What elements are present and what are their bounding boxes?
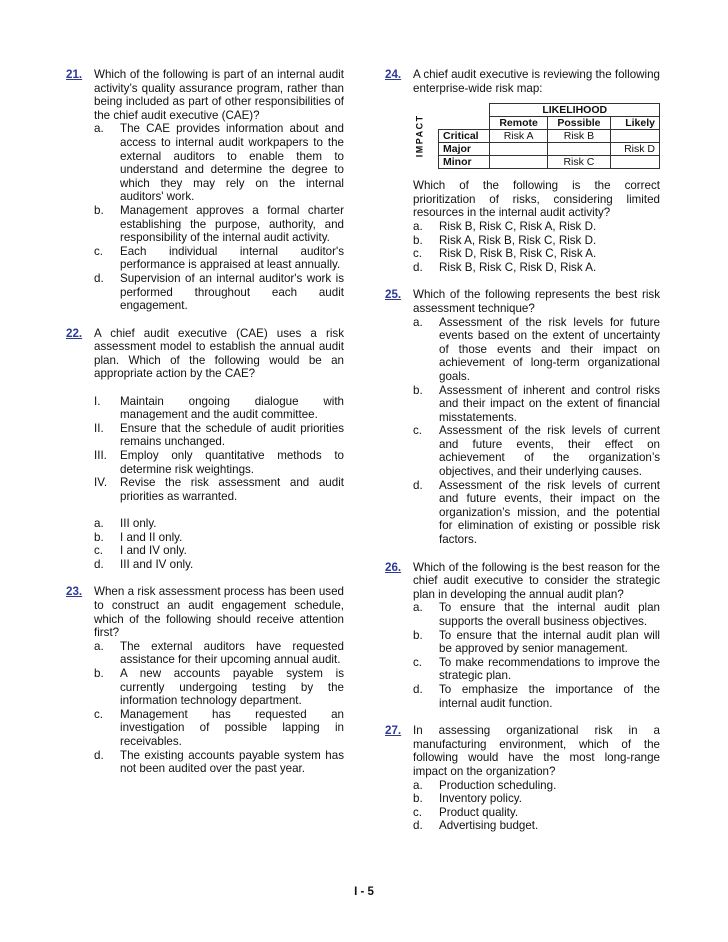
column-header-row (439, 117, 660, 130)
question-23 (66, 585, 344, 775)
option-text: To ensure that the internal audit plan supports the overall business objectives. (439, 601, 660, 628)
answer-option (94, 667, 344, 708)
question-number: 24. (385, 68, 402, 81)
answer-option (413, 601, 660, 628)
option-text: Assessment of the risk levels of current and future events, their effect on achievement of the organization’s objectives, and their underlying causes. (439, 424, 660, 479)
answer-option (94, 544, 344, 558)
option-text: To emphasize the importance of the internal audit function. (439, 682, 660, 710)
likelihood-label: LIKELIHOOD (490, 104, 660, 117)
answer-option (413, 384, 660, 425)
column-header: Likely (611, 117, 660, 130)
option-label: b. (413, 792, 423, 806)
option-label: c. (413, 655, 423, 669)
option-text: The external auditors have requested assistance for their upcoming annual audit. (120, 639, 344, 667)
option-label: b. (413, 233, 423, 247)
row-label: Critical (439, 130, 490, 143)
answer-option (413, 220, 660, 234)
column-header: Remote (490, 117, 547, 130)
roman-item (94, 422, 344, 449)
risk-row (439, 143, 660, 156)
option-text: Assessment of the risk levels for future events based on the extent of uncertainty of those events and their impact on achievement of long-term organizational goals. (439, 315, 660, 383)
option-text: Supervision of an internal auditor's work is performed throughout each audit engagement. (120, 271, 344, 313)
answer-option (413, 779, 660, 793)
risk-map-table (438, 103, 660, 169)
item-text: Maintain ongoing dialogue with management and the audit committee. (120, 394, 344, 422)
option-text: I and II only. (120, 530, 183, 544)
option-label: d. (94, 748, 104, 762)
option-text: III and IV only. (120, 557, 194, 571)
risk-cell: Risk A (490, 130, 547, 143)
question-26 (385, 561, 660, 711)
option-label: a. (413, 219, 423, 233)
answer-option (94, 558, 344, 572)
item-label: III. (94, 449, 107, 463)
option-label: b. (94, 666, 104, 680)
answer-option (413, 792, 660, 806)
answer-option (413, 479, 660, 547)
row-label: Major (439, 143, 490, 156)
question-24 (385, 68, 660, 274)
question-25 (385, 288, 660, 546)
question-number: 23. (66, 585, 83, 599)
option-text: Risk B, Risk C, Risk A, Risk D. (439, 219, 597, 233)
option-label: d. (94, 557, 104, 571)
answer-option (413, 656, 660, 683)
answer-option (94, 517, 344, 531)
question-number: 26. (385, 560, 402, 574)
question-stem: A chief audit executive (CAE) uses a risk assessment model to establish the annual audit plan. Which of the following would be an appropriate action by the CAE? (94, 326, 344, 381)
answer-option (413, 424, 660, 478)
risk-cell (611, 156, 660, 169)
answer-option (94, 272, 344, 313)
answer-option (413, 683, 660, 710)
option-label: c. (413, 247, 423, 261)
answer-option (413, 316, 660, 384)
question-number: 21. (66, 68, 83, 81)
item-text: Ensure that the schedule of audit priorities remains unchanged. (120, 421, 344, 449)
blank-cell (439, 117, 490, 130)
option-text: Management has requested an investigation of possible lapping in receivables. (120, 707, 344, 748)
option-text: Management approves a formal charter establishing the purpose, authority, and responsibility of the internal audit activity. (120, 203, 344, 245)
option-label: a. (413, 601, 423, 615)
option-label: d. (413, 478, 423, 492)
option-label: c. (94, 707, 104, 721)
question-stem: Which of the following is the best reason for the chief audit executive to consider the strategic plan in developing the annual audit plan? (413, 560, 660, 601)
option-text: The existing accounts payable system has not been audited over the past year. (120, 748, 344, 776)
option-text: Risk D, Risk B, Risk C, Risk A. (439, 247, 597, 261)
option-label: d. (94, 271, 104, 285)
option-text: Production scheduling. (439, 778, 557, 792)
item-label: I. (94, 394, 101, 408)
option-text: Inventory policy. (439, 792, 522, 806)
question-stem: In assessing organizational risk in a manufacturing environment, which of the following would have the most long-range impact on the organization? (413, 724, 660, 778)
option-text: The CAE provides information about and access to internal audit workpapers to the external auditors to enable them to understand and determine the degree to which they may rely on the internal auditors' work. (120, 122, 344, 204)
option-label: d. (413, 819, 423, 833)
option-text: I and IV only. (120, 544, 187, 558)
answer-option (413, 806, 660, 820)
option-label: a. (413, 315, 423, 329)
question-number: 27. (385, 724, 402, 738)
option-label: c. (413, 424, 423, 438)
question-stem: A chief audit executive is reviewing the following enterprise-wide risk map: (413, 68, 660, 95)
answer-option (413, 234, 660, 248)
option-label: b. (413, 628, 423, 642)
item-text: Revise the risk assessment and audit priorities as warranted. (120, 476, 344, 503)
option-text: Each individual internal auditor's performance is appraised at least annually. (120, 244, 344, 272)
left-column (66, 68, 344, 776)
right-column (385, 68, 660, 833)
option-label: a. (94, 517, 104, 530)
option-label: c. (94, 544, 104, 558)
roman-item (94, 476, 344, 503)
option-text: To make recommendations to improve the strategic plan. (439, 655, 660, 683)
option-text: Product quality. (439, 805, 519, 819)
blank-cell (439, 104, 490, 117)
answer-option (94, 640, 344, 667)
risk-cell (490, 156, 547, 169)
option-label: a. (94, 639, 104, 653)
option-text: Advertising budget. (439, 819, 539, 833)
question-prompt: Which of the following is the correct prioritization of risks, considering limited resources in the internal audit activity? (413, 179, 660, 220)
risk-cell (611, 130, 660, 143)
roman-item (94, 449, 344, 476)
row-label: Minor (439, 156, 490, 169)
answer-option (94, 708, 344, 749)
option-label: a. (94, 122, 104, 136)
answer-option (94, 122, 344, 204)
option-label: b. (94, 203, 104, 217)
question-22 (66, 327, 344, 572)
answer-option (413, 629, 660, 656)
answer-option (94, 245, 344, 272)
question-21 (66, 68, 344, 313)
option-label: b. (94, 530, 104, 544)
impact-axis-label: IMPACT (414, 114, 425, 158)
option-label: d. (413, 682, 423, 696)
option-label: a. (413, 778, 423, 792)
question-27 (385, 724, 660, 833)
option-text: Risk A, Risk B, Risk C, Risk D. (439, 233, 597, 247)
question-number: 22. (66, 326, 83, 340)
question-number: 25. (385, 288, 402, 302)
page-number: I - 5 (354, 886, 374, 898)
option-text: Assessment of the risk levels of current and future events, their impact on the organization’s mission, and the potential for elimination of existing or possible risk factors. (439, 478, 660, 547)
risk-cell (547, 143, 610, 156)
risk-cell: Risk C (547, 156, 610, 169)
risk-row (439, 156, 660, 169)
risk-map (413, 103, 660, 169)
item-text: Employ only quantitative methods to determine risk weightings. (120, 449, 344, 476)
answer-option (94, 204, 344, 245)
option-text: To ensure that the internal audit plan will be approved by senior management. (439, 628, 660, 656)
question-stem: Which of the following is part of an internal audit activity’s quality assurance program, rather than being included as part of other responsibilities of the chief audit executive (CAE)? (94, 68, 344, 122)
option-label: c. (413, 805, 423, 819)
option-label: b. (413, 383, 423, 397)
option-text: III only. (120, 517, 157, 530)
item-label: IV. (94, 476, 108, 490)
option-label: d. (413, 260, 423, 274)
option-text: A new accounts payable system is currently undergoing testing by the information technology department. (120, 666, 344, 708)
risk-row (439, 130, 660, 143)
option-label: c. (94, 244, 104, 258)
question-stem: When a risk assessment process has been used to construct an audit engagement schedule, which of the following should receive attention first? (94, 585, 344, 640)
column-header: Possible (547, 117, 610, 130)
likelihood-header-row (439, 104, 660, 117)
roman-item (94, 395, 344, 422)
answer-option (94, 531, 344, 545)
risk-cell: Risk B (547, 130, 610, 143)
item-label: II. (94, 421, 104, 435)
risk-cell: Risk D (611, 143, 660, 156)
option-text: Risk B, Risk C, Risk D, Risk A. (439, 260, 597, 274)
question-stem: Which of the following represents the best risk assessment technique? (413, 288, 660, 315)
answer-option (413, 261, 660, 275)
answer-option (94, 749, 344, 776)
risk-cell (490, 143, 547, 156)
answer-option (413, 247, 660, 261)
option-text: Assessment of inherent and control risks and their impact on the extent of financial misstatements. (439, 383, 660, 424)
answer-option (413, 819, 660, 833)
